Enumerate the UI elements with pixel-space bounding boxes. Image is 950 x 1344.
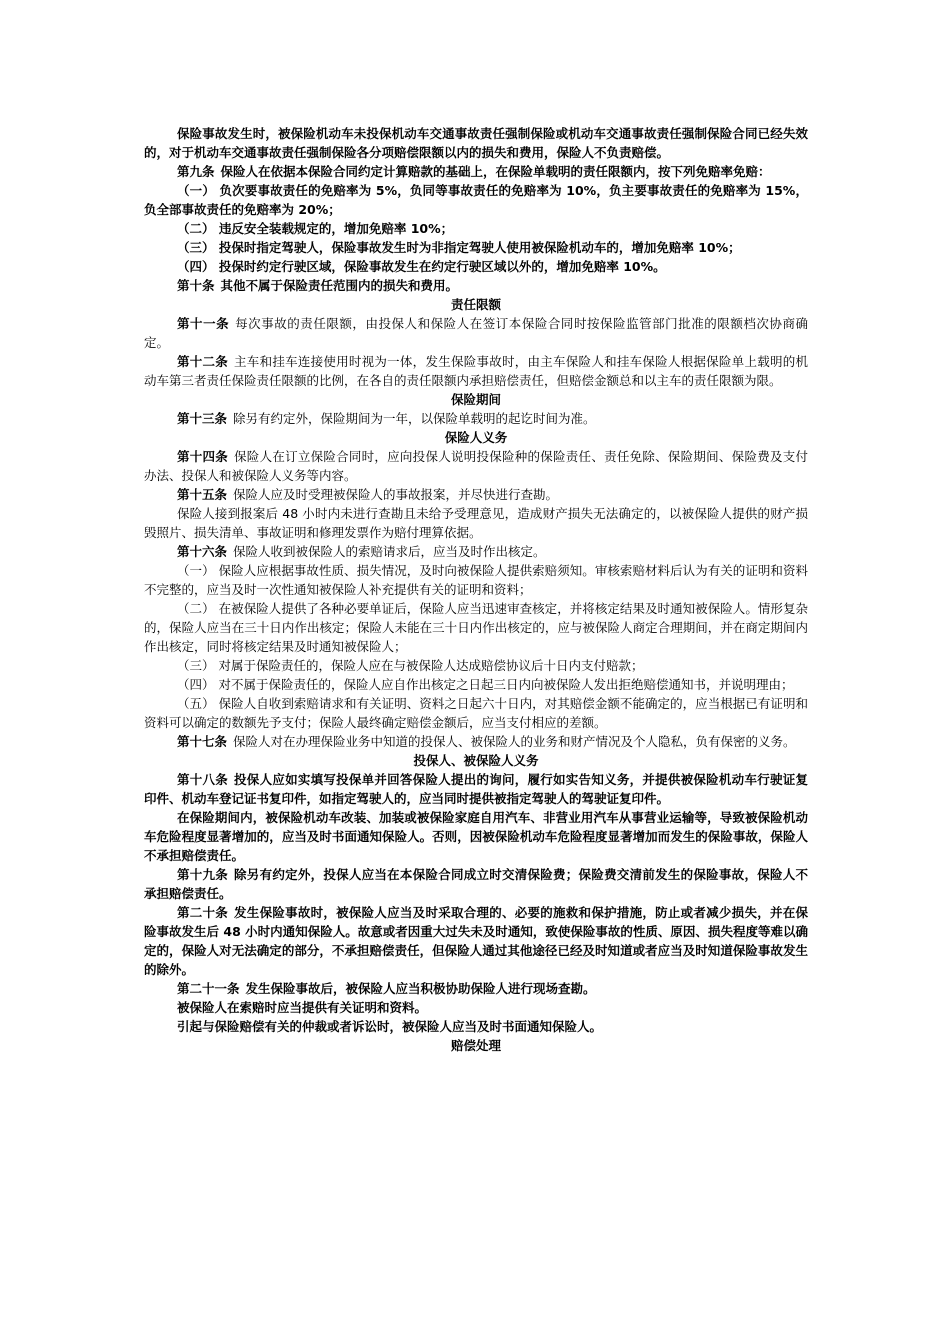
clause-text: （一） 负次要事故责任的免赔率为 5%，负同等事故责任的免赔率为 10%，负主要事故责任的免赔率为 15%，负全部事故责任的免赔率为 20%；: [144, 183, 808, 217]
clause-paragraph: [144, 181, 808, 219]
clause-paragraph: [144, 352, 808, 390]
clause-text: 其他不属于保险责任范围内的损失和费用。: [220, 278, 459, 293]
clause-paragraph: [144, 409, 808, 428]
clause-text: 被保险人在索赔时应当提供有关证明和资料。: [177, 1000, 428, 1015]
clause-paragraph: [144, 808, 808, 865]
clause-paragraph: [144, 314, 808, 352]
article-number: 第十一条: [177, 316, 230, 331]
clause-paragraph: [144, 998, 808, 1017]
clause-text: 发生保险事故时，被保险人应当及时采取合理的、必要的施救和保护措施，防止或者减少损失，并在保险事故发生后 48 小时内通知保险人。故意或者因重大过失未及时通知，致使保险事故的性质、原因、损失程度等难以确定的，保险人对无法确定的部分，不承担赔偿责任，但保险人通过其他途径已经及时知道或者应当及时知道保险事故发生的除外。: [144, 905, 808, 977]
clause-text: （五） 保险人自收到索赔请求和有关证明、资料之日起六十日内，对其赔偿金额不能确定的，应当根据已有证明和资料可以确定的数额先予支付；保险人最终确定赔偿金额后，应当支付相应的差额。: [144, 696, 808, 730]
clause-text: 投保人应如实填写投保单并回答保险人提出的询问，履行如实告知义务，并提供被保险机动车行驶证复印件、机动车登记证书复印件，如指定驾驶人的，应当同时提供被指定驾驶人的驾驶证复印件。: [144, 772, 808, 806]
clause-paragraph: [144, 276, 808, 295]
clause-paragraph: [144, 979, 808, 998]
clause-text: 保险人应及时受理被保险人的事故报案，并尽快进行查勘。: [233, 487, 559, 502]
clause-text: 除另有约定外，保险期间为一年，以保险单载明的起讫时间为准。: [233, 411, 596, 426]
section-heading: 保险期间: [450, 392, 501, 407]
clause-text: （二） 违反安全装载规定的，增加免赔率 10%；: [177, 221, 454, 236]
clause-paragraph: [144, 599, 808, 656]
clause-text: 发生保险事故后，被保险人应当积极协助保险人进行现场查勘。: [245, 981, 596, 996]
clause-paragraph: [144, 656, 808, 675]
clause-paragraph: [144, 447, 808, 485]
section-heading: 投保人、被保险人义务: [413, 753, 539, 768]
clause-paragraph: [144, 124, 808, 162]
article-number: 第十条: [177, 278, 215, 293]
clause-paragraph: [144, 675, 808, 694]
clause-text: （四） 投保时约定行驶区域，保险事故发生在约定行驶区域以外的，增加免赔率 10%。: [177, 259, 666, 274]
article-number: 第十九条: [177, 867, 229, 882]
section-heading: 责任限额: [450, 297, 501, 312]
clause-text: 除另有约定外，投保人应当在本保险合同成立时交清保险费；保险费交清前发生的保险事故，保险人不承担赔偿责任。: [144, 867, 808, 901]
article-number: 第十六条: [177, 544, 228, 559]
article-number: 第十五条: [177, 487, 228, 502]
clause-paragraph: [144, 903, 808, 979]
clause-text: 引起与保险赔偿有关的仲裁或者诉讼时，被保险人应当及时书面通知保险人。: [177, 1019, 603, 1034]
clause-text: （二） 在被保险人提供了各种必要单证后，保险人应当迅速审查核定，并将核定结果及时通知被保险人。情形复杂的，保险人应当在三十日内作出核定；保险人未能在三十日内作出核定的，应与被保险人商定合理期间，并在商定期间内作出核定，同时将核定结果及时通知被保险人；: [144, 601, 808, 654]
clause-text: 保险事故发生时，被保险机动车未投保机动车交通事故责任强制保险或机动车交通事故责任强制保险合同已经失效的，对于机动车交通事故责任强制保险各分项赔偿限额以内的损失和费用，保险人不负责赔偿。: [144, 126, 808, 160]
document-page: [144, 124, 808, 1055]
section-heading: 赔偿处理: [450, 1038, 501, 1053]
article-number: 第二十一条: [177, 981, 240, 996]
article-number: 第十八条: [177, 772, 229, 787]
clause-paragraph: [144, 1017, 808, 1036]
article-number: 第十七条: [177, 734, 228, 749]
clause-paragraph: [144, 238, 808, 257]
clause-paragraph: [144, 865, 808, 903]
section-heading: 保险人义务: [444, 430, 508, 445]
clause-text: 保险人在订立保险合同时，应向投保人说明投保险种的保险责任、责任免除、保险期间、保险费及支付办法、投保人和被保险人义务等内容。: [144, 449, 808, 483]
clause-paragraph: [144, 694, 808, 732]
clause-text: 保险人收到被保险人的索赔请求后，应当及时作出核定。: [233, 544, 546, 559]
article-number: 第十三条: [177, 411, 228, 426]
clause-paragraph: [144, 542, 808, 561]
clause-text: 保险人接到报案后 48 小时内未进行查勘且未给予受理意见，造成财产损失无法确定的，以被保险人提供的财产损毁照片、损失清单、事故证明和修理发票作为赔付理算依据。: [144, 506, 808, 540]
clause-text: 主车和挂车连接使用时视为一体，发生保险事故时，由主车保险人和挂车保险人根据保险单上载明的机动车第三者责任保险责任限额的比例，在各自的责任限额内承担赔偿责任，但赔偿金额总和以主车的责任限额为限。: [144, 354, 808, 388]
clause-text: （四） 对不属于保险责任的，保险人应自作出核定之日起三日内向被保险人发出拒绝赔偿通知书，并说明理由；: [177, 677, 794, 692]
clause-paragraph: [144, 257, 808, 276]
clause-paragraph: [144, 770, 808, 808]
clause-paragraph: [144, 732, 808, 751]
clause-text: 每次事故的责任限额，由投保人和保险人在签订本保险合同时按保险监管部门批准的限额档次协商确定。: [144, 316, 808, 350]
clause-paragraph: [144, 504, 808, 542]
clause-text: 保险人对在办理保险业务中知道的投保人、被保险人的业务和财产情况及个人隐私，负有保密的义务。: [233, 734, 796, 749]
clause-text: （三） 投保时指定驾驶人，保险事故发生时为非指定驾驶人使用被保险机动车的，增加免赔率 10%；: [177, 240, 741, 255]
clause-text: （三） 对属于保险责任的，保险人应在与被保险人达成赔偿协议后十日内支付赔款；: [177, 658, 644, 673]
article-number: 第九条: [177, 164, 215, 179]
article-number: 第十四条: [177, 449, 229, 464]
clause-text: 在保险期间内，被保险机动车改装、加装或被保险家庭自用汽车、非营业用汽车从事营业运输等，导致被保险机动车危险程度显著增加的，应当及时书面通知保险人。否则，因被保险机动车危险程度显著增加而发生的保险事故，保险人不承担赔偿责任。: [144, 810, 808, 863]
article-number: 第十二条: [177, 354, 229, 369]
clause-paragraph: [144, 162, 808, 181]
clause-text: （一） 保险人应根据事故性质、损失情况，及时向被保险人提供索赔须知。审核索赔材料后认为有关的证明和资料不完整的，应当及时一次性通知被保险人补充提供有关的证明和资料；: [144, 563, 808, 597]
clause-text: 保险人在依据本保险合同约定计算赔款的基础上，在保险单载明的责任限额内，按下列免赔率免赔：: [220, 164, 771, 179]
clause-paragraph: [144, 219, 808, 238]
clause-paragraph: [144, 485, 808, 504]
clause-paragraph: [144, 561, 808, 599]
article-number: 第二十条: [177, 905, 229, 920]
